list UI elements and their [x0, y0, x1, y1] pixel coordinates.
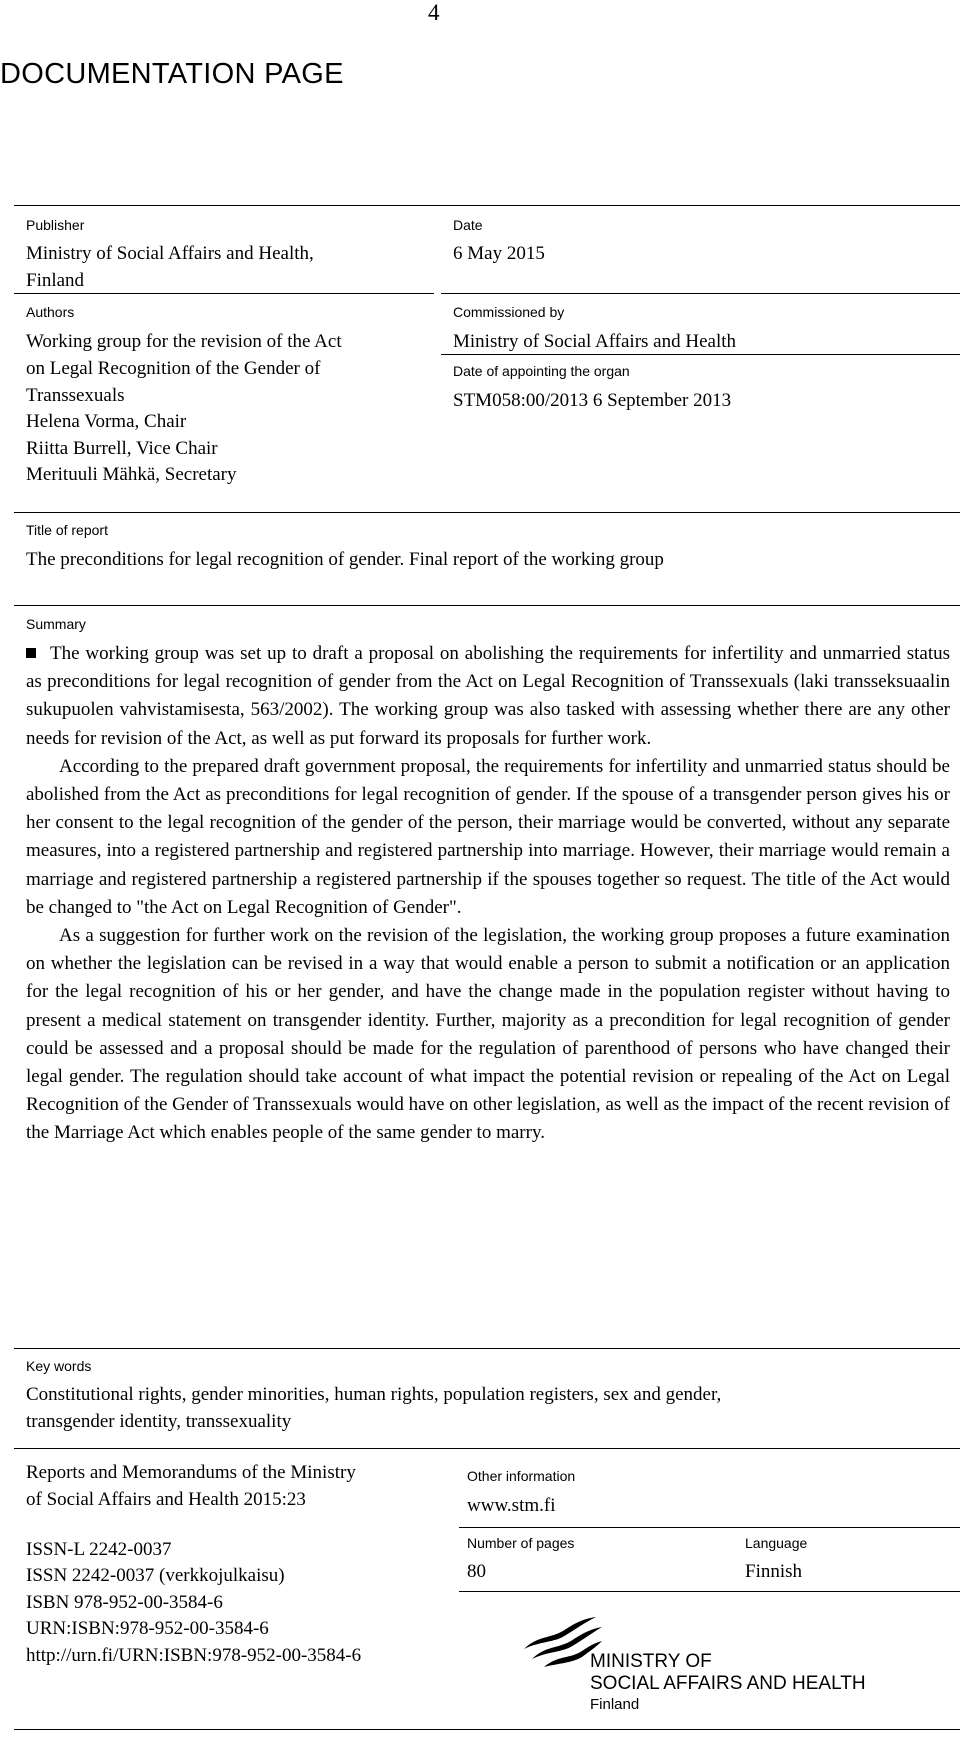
divider [14, 605, 960, 606]
date-label: Date [453, 217, 483, 233]
commissioned-by-value: Ministry of Social Affairs and Health [453, 331, 737, 352]
authors-line: Merituuli Mähkä, Secretary [26, 464, 237, 485]
summary-paragraph: As a suggestion for further work on the revision of the legislation, the working group proposes a future examination on whether the legislation can be revised in a way that would enable a person to submit a notification or an application for the legal recognition of his or her gender, and have the change made in the population register without having to present a medical statement on transgender identity. Further, majority as a precondition for legal recognition of gender could be assessed and a proposal should be made for the regulation of parenthood of persons who have changed their legal gender. The regulation should take account of what impact the potential revision or repealing of the Act on Legal Recognition of the Gender of Transsexuals would have on other legislation, as well as the impact of the recent revision of the Marriage Act which enables people of the same gender to marry. [26, 925, 950, 1144]
publisher-label: Publisher [26, 217, 85, 233]
divider [14, 1348, 960, 1349]
summary-paragraph-text: The working group was set up to draft a proposal on abolishing the requirements for infertility and unmarried status as preconditions for legal recognition of gender from the Act on Legal Recognition of Transsexuals (laki transseksuaalin sukupuolen vahvistamisesta, 563/2002). The working group was also tasked with assessing whether there are any other needs for revision of the Act, as well as put forward its proposals for further work. [26, 643, 950, 749]
logo-text-line-1: MINISTRY OF [590, 1651, 712, 1672]
logo-text-line-2: SOCIAL AFFAIRS AND HEALTH [590, 1673, 866, 1694]
key-words-line: Constitutional rights, gender minorities, human rights, population registers, sex and gender, [26, 1384, 722, 1405]
authors-line: on Legal Recognition of the Gender of [26, 358, 321, 379]
authors-line: Riitta Burrell, Vice Chair [26, 438, 218, 459]
page-title: DOCUMENTATION PAGE [0, 58, 344, 90]
divider [441, 293, 960, 294]
other-information-label: Other information [467, 1468, 576, 1484]
key-words-label: Key words [26, 1358, 92, 1374]
identifier-line: ISSN-L 2242-0037 [26, 1539, 172, 1560]
divider [14, 293, 434, 294]
authors-line: Transsexuals [26, 385, 125, 406]
divider [459, 1527, 960, 1528]
series-line: of Social Affairs and Health 2015:23 [26, 1489, 306, 1510]
publisher-value-line-1: Ministry of Social Affairs and Health, [26, 243, 314, 264]
identifier-line: http://urn.fi/URN:ISBN:978-952-00-3584-6 [26, 1645, 362, 1666]
number-of-pages-value: 80 [467, 1561, 486, 1582]
divider [14, 1448, 960, 1449]
divider [14, 205, 960, 206]
logo-text-line-3: Finland [590, 1696, 640, 1713]
summary-paragraph [26, 640, 950, 753]
date-of-appointing-value: STM058:00/2013 6 September 2013 [453, 390, 732, 411]
number-of-pages-label: Number of pages [467, 1535, 575, 1551]
identifier-line: URN:ISBN:978-952-00-3584-6 [26, 1618, 269, 1639]
authors-line: Helena Vorma, Chair [26, 411, 187, 432]
other-information-value: www.stm.fi [467, 1495, 556, 1516]
summary-paragraph: According to the prepared draft government proposal, the requirements for infertility and unmarried status should be abolished from the Act as preconditions for legal recognition of gender. If the spouse of a transgender person gives his or her consent to the legal recognition of the gender of the person, their marriage would be converted, without any separate measures, into a registered partnership and registered partnership into marriage. However, their marriage would remain a marriage and registered partnership a registered partnership if the spouses together so request. The title of the Act would be changed to "the Act on Legal Recognition of Gender". [26, 755, 950, 918]
identifier-line: ISBN 978-952-00-3584-6 [26, 1592, 223, 1613]
authors-label: Authors [26, 304, 75, 320]
divider [459, 1591, 960, 1592]
identifier-line: ISSN 2242-0037 (verkkojulkaisu) [26, 1565, 285, 1586]
summary-body [26, 640, 950, 1148]
key-words-line: transgender identity, transsexuality [26, 1411, 292, 1432]
title-of-report-value: The preconditions for legal recognition of gender. Final report of the working group [26, 549, 664, 570]
summary-label: Summary [26, 616, 86, 632]
commissioned-by-label: Commissioned by [453, 304, 565, 320]
bullet-square-icon [26, 648, 36, 658]
publisher-value-line-2: Finland [26, 270, 85, 291]
language-label: Language [745, 1535, 808, 1551]
divider [14, 512, 960, 513]
language-value: Finnish [745, 1561, 803, 1582]
date-of-appointing-label: Date of appointing the organ [453, 363, 630, 379]
series-line: Reports and Memorandums of the Ministry [26, 1462, 356, 1483]
title-of-report-label: Title of report [26, 522, 108, 538]
date-value: 6 May 2015 [453, 243, 545, 264]
divider [14, 1729, 960, 1730]
divider [441, 354, 960, 355]
authors-line: Working group for the revision of the Act [26, 331, 342, 352]
page-number: 4 [428, 0, 440, 25]
